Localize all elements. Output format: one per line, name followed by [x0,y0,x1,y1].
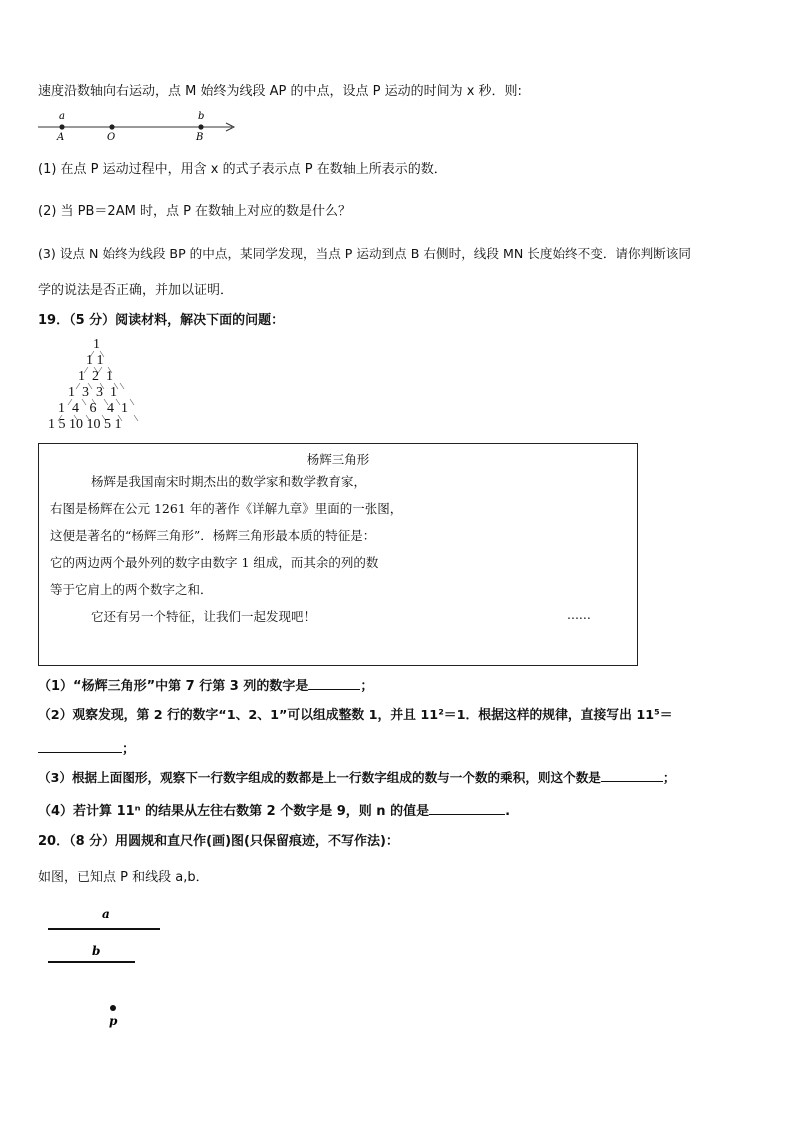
pascal-cell: 1 [58,401,65,416]
q19-sub2-answer [38,740,135,759]
q19-sub3-end: ； [662,770,676,785]
q19-sub1-end: ； [360,679,374,694]
box-ellipsis: ...... [567,607,591,622]
label-A: A [57,132,65,142]
q20-title: 20．（8 分）用圆规和直尺作(画)图(只保留痕迹，不写作法)： [38,834,399,849]
q19-sub1-text: （1）“杨辉三角形”中第 7 行第 3 列的数字是 [38,679,309,694]
box-line-3: 这便是著名的“杨辉三角形”．杨辉三角形最本质的特征是： [50,528,376,543]
q18-intro: 速度沿数轴向右运动，点 M 始终为线段 AP 的中点，设点 P 运动的时间为 x 秒．则: [38,84,522,99]
box-line-4: 它的两边两个最外列的数字由数字 1 组成，而其余的列的数 [50,555,379,570]
pascal-cell: 4 [72,401,79,416]
answer-blank-3[interactable] [601,769,663,782]
pascal-row-2 [86,353,104,369]
answer-blank-1[interactable] [308,677,360,690]
pascal-cell: 1 [68,385,75,400]
pascal-cell: 1 [106,369,113,384]
q19-sub4-text: （4）若计算 11ⁿ 的结果从左往右数第 2 个数字是 9，则 n 的值是 [38,804,430,819]
box-title: 杨辉三角形 [306,452,370,467]
pascal-cell: 1 [93,337,100,352]
box-line-1: 杨辉是我国南宋时期杰出的数学家和数学教育家， [91,474,367,489]
q19-sub4 [38,802,510,821]
label-a: a [59,111,65,122]
label-O: O [107,132,116,142]
pascal-row-3 [78,369,113,385]
pascal-cell: 4 [107,401,114,416]
pascal-cell: 1 [110,385,117,400]
q19-sub4-end: . [505,804,511,819]
q20-given: 如图，已知点 P 和线段 a,b． [38,870,209,885]
pascal-cell: 3 [96,385,103,400]
q19-sub2: （2）观察发现，第 2 行的数字“1、2、1”可以组成整数 1，并且 11²＝1．根据这样的规律，直接写出 11⁵＝ [38,708,673,723]
pascal-row-6 [48,417,122,433]
q18-part3-line1: (3) 设点 N 始终为线段 BP 的中点，某同学发现，当点 P 运动到点 B 右侧时，线段 MN 长度始终不变．请你判断该同 [38,246,691,261]
box-line-2: 右图是杨辉在公元 1261 年的著作《详解九章》里面的一张图， [50,501,403,516]
pascal-cell: 1 [96,353,104,368]
pascal-cell: 1 [86,353,93,368]
q19-title: 19．（5 分）阅读材料，解决下面的问题： [38,313,285,328]
answer-blank-2[interactable] [38,740,122,753]
point-P [110,1005,116,1011]
pascal-triangle [44,337,174,437]
point-O [109,124,114,129]
q18-part2: (2) 当 PB＝2AM 时，点 P 在数轴上对应的数是什么？ [38,204,352,219]
pascal-cell: 5 [58,417,66,432]
q18-part3-line2: 学的说法是否正确，并加以证明． [38,283,234,298]
number-line-figure [34,108,244,142]
point-P-label: p [109,1014,118,1028]
pascal-cell: 1 [114,417,122,432]
box-line-6: 它还有另一个特征，让我们一起发现吧！ [91,609,317,624]
pascal-cell: 2 [92,369,99,384]
q19-sub3 [38,769,675,787]
point-B [198,124,203,129]
q18-part1: (1) 在点 P 运动过程中，用含 x 的式子表示点 P 在数轴上所表示的数． [38,162,447,177]
pascal-cell: 1 [121,401,128,416]
label-b: b [198,111,205,122]
yanghui-material-box [38,443,638,666]
segment-b-label: b [92,944,101,958]
pascal-row-5 [58,401,128,417]
pascal-cell: 6 [89,401,97,416]
point-A [59,124,64,129]
pascal-cell: 10 [69,417,83,432]
pascal-cell: 1 [78,369,85,384]
box-line-5: 等于它肩上的两个数字之和． [50,582,213,597]
pascal-row-4 [68,385,117,401]
segment-a-label: a [102,907,110,921]
pascal-cell: 3 [82,385,89,400]
pascal-cell: 10 [86,417,101,432]
answer-blank-4[interactable] [429,802,505,815]
segments-figure [40,905,180,1030]
q19-sub1 [38,677,373,696]
pascal-row-1 [93,337,100,353]
pascal-cell: 5 [104,417,111,432]
label-B: B [196,132,204,142]
q19-sub2-end: ； [122,742,136,757]
q19-sub3-text: （3）根据上面图形，观察下一行数字组成的数都是上一行数字组成的数与一个数的乘积，则这个数是 [38,770,601,785]
pascal-cell: 1 [48,417,55,432]
